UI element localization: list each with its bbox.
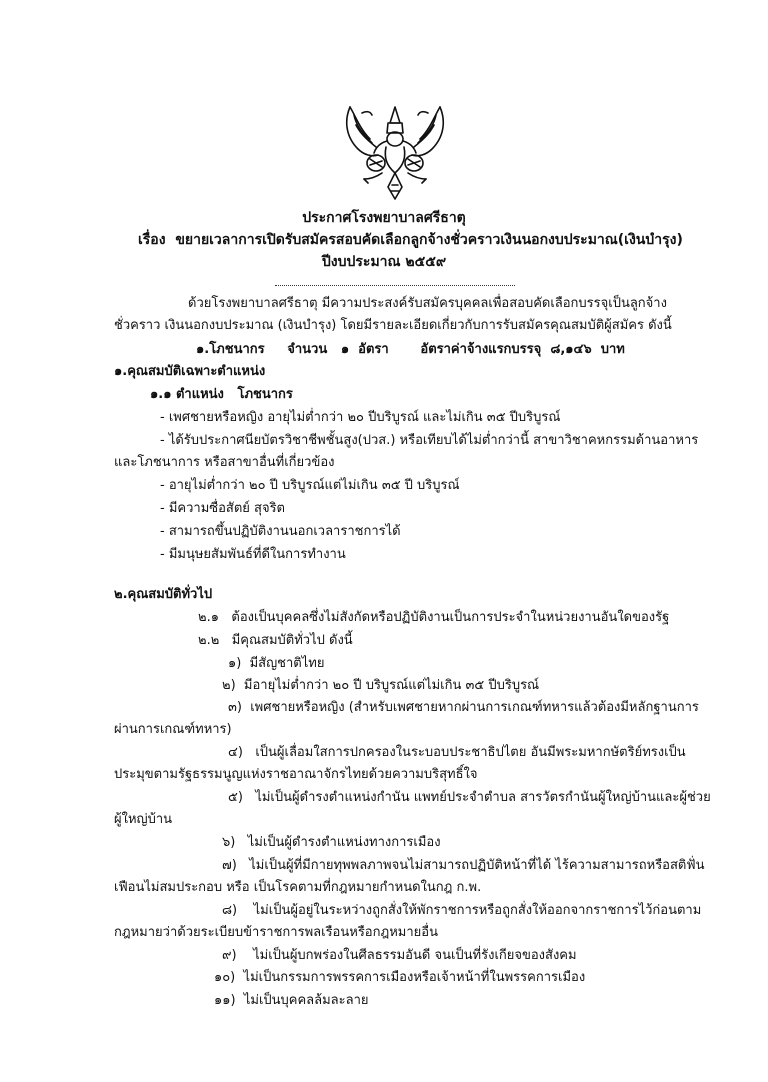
qualification-item (228, 743, 686, 763)
qualification-item (222, 946, 577, 966)
qualification-item (222, 901, 701, 921)
section-1-1-heading (150, 385, 293, 405)
announcement-title: ประกาศโรงพยาบาลศรีธาตุ (302, 210, 466, 226)
item-num: ๗) (222, 858, 237, 873)
position-name: ๑.โภชนากร (196, 342, 265, 357)
garuda-emblem-icon (342, 103, 448, 203)
item-text: ไม่เป็นกรรมการพรรคการเมืองหรือเจ้าหน้าที่ในพรรคการเมือง (243, 970, 586, 985)
intro-line-1: ด้วยโรงพยาบาลศรีธาตุ มีความประสงค์รับสมัครบุคคลเพื่อสอบคัดเลือกบรรจุเป็นลูกจ้าง (188, 296, 667, 311)
item-text: ไม่เป็นผู้ดำรงตำแหน่งทางการเมือง (247, 835, 441, 850)
item-num: ๒) (222, 678, 236, 693)
subject-text: ขยายเวลาการเปิดรับสมัครสอบคัดเลือกลูกจ้างชั่วคราวเงินนอกงบประมาณ(เงินบำรุง) (175, 232, 683, 248)
item-num: ๘) (222, 903, 238, 918)
qualification-item-cont: ประมุขตามรัฐธรรมนูญแห่งราชอาณาจักรไทยด้วยความบริสุทธิ์ใจ (114, 767, 478, 782)
section-1-item: - มีมนุษยสัมพันธ์ที่ดีในการทำงาน (160, 547, 346, 562)
section-2-heading: ๒.คุณสมบัติทั่วไป (114, 587, 213, 602)
position-summary (196, 340, 625, 360)
item-num: ๙) (222, 948, 237, 963)
item-text: มีอายุไม่ต่ำกว่า ๒๐ ปี บริบูรณ์แต่ไม่เกิน ๓๕ ปีบริบูรณ์ (243, 678, 540, 693)
qualification-item-cont: กฎหมายว่าด้วยระเบียบข้าราชการพลเรือนหรือกฎหมายอื่น (114, 925, 438, 940)
wage-label: อัตราค่าจ้างแรกบรรจุ (420, 342, 542, 357)
section-2-1 (198, 608, 669, 628)
qualification-item (222, 676, 539, 696)
qualification-item (228, 698, 699, 718)
section-2-1-num: ๒.๑ (198, 610, 219, 625)
divider-dotted-line (275, 285, 515, 286)
qualification-item (228, 654, 324, 674)
section-2-2 (198, 631, 353, 651)
section-1-item: - เพศชายหรือหญิง อายุไม่ต่ำกว่า ๒๐ ปีบริบูรณ์ และไม่เกิน ๓๕ ปีบริบูรณ์ (160, 410, 561, 425)
section-1-item: - ได้รับประกาศนียบัตรวิชาชีพชั้นสูง(ปวส.) หรือเทียบได้ไม่ต่ำกว่านี้ สาขาวิชาคหกรรมด้านอาหาร (160, 433, 699, 448)
qualification-item (222, 833, 441, 853)
section-2-2-num: ๒.๒ (198, 633, 220, 648)
intro-line-2: ชั่วคราว เงินนอกงบประมาณ (เงินบำรุง) โดยมีรายละเอียดเกี่ยวกับการรับสมัครคุณสมบัติผู้สมัคร ดังนี้ (114, 318, 672, 333)
subject-label: เรื่อง (138, 232, 166, 248)
section-1-item: - สามารถขึ้นปฏิบัติงานนอกเวลาราชการได้ (160, 524, 401, 539)
count-unit: อัตรา (358, 342, 389, 357)
section-1-1-title: โภชนากร (237, 387, 293, 402)
section-1-item: - อายุไม่ต่ำกว่า ๒๐ ปี บริบูรณ์แต่ไม่เกิน ๓๕ ปี บริบูรณ์ (160, 478, 460, 493)
item-text: ไม่เป็นผู้อยู่ในระหว่างถูกสั่งให้พักราชการหรือถูกสั่งให้ออกจากราชการไว้ก่อนตาม (253, 903, 702, 918)
item-text: ไม่เป็นบุคคลล้มละลาย (243, 993, 369, 1008)
qualification-item-cont: ผ่านการเกณฑ์ทหาร) (114, 722, 232, 737)
item-num: ๕) (228, 790, 243, 805)
section-2-2-text: มีคุณสมบัติทั่วไป ดังนี้ (231, 633, 353, 648)
item-num: ๓) (228, 700, 242, 715)
qualification-item (228, 788, 711, 808)
qualification-item (222, 856, 704, 876)
item-text: เป็นผู้เลื่อมใสการปกครองในระบอบประชาธิปไตย อันมีพระมหากษัตริย์ทรงเป็น (255, 745, 686, 760)
count-label: จำนวน (287, 342, 328, 357)
section-1-item: - มีความซื่อสัตย์ สุจริต (160, 501, 285, 516)
item-text: มีสัญชาติไทย (249, 656, 325, 671)
item-num: ๑๐) (214, 970, 236, 985)
qualification-item-cont: เฟือนไม่สมประกอบ หรือ เป็นโรคตามที่กฎหมายกำหนดในกฎ ก.พ. (114, 880, 482, 895)
section-2-1-text: ต้องเป็นบุคคลซึ่งไม่สังกัดหรือปฏิบัติงานเป็นการประจำในหน่วยงานอันใดของรัฐ (231, 610, 670, 625)
subject-line (138, 230, 683, 250)
qualification-item (214, 991, 369, 1011)
item-text: ไม่เป็นผู้ที่มีกายทุพพลภาพจนไม่สามารถปฏิบัติหน้าที่ได้ ไร้ความสามารถหรือสติฟั่น (249, 858, 705, 873)
section-1-item-cont: และโภชนาการ หรือสาขาอื่นที่เกี่ยวข้อง (114, 455, 335, 470)
item-num: ๔) (228, 745, 243, 760)
item-num: ๑) (228, 656, 242, 671)
currency: บาท (600, 342, 625, 357)
item-num: ๖) (222, 835, 236, 850)
item-text: ไม่เป็นผู้ดำรงตำแหน่งกำนัน แพทย์ประจำตำบล สารวัตรกำนันผู้ใหญ่บ้านและผู้ช่วย (255, 790, 711, 805)
wage-value: ๘,๑๔๖ (550, 342, 592, 357)
item-text: เพศชายหรือหญิง (สำหรับเพศชายหากผ่านการเกณฑ์ทหารแล้วต้องมีหลักฐานการ (250, 700, 699, 715)
section-1-1-num: ๑.๑ ตำแหน่ง (150, 387, 224, 402)
item-text: ไม่เป็นผู้บกพร่องในศีลธรรมอันดี จนเป็นที่รังเกียจของสังคม (253, 948, 577, 963)
qualification-item (214, 968, 585, 988)
section-1-heading: ๑.คุณสมบัติเฉพาะตำแหน่ง (114, 364, 266, 379)
item-num: ๑๑) (214, 993, 236, 1008)
count-value: ๑ (340, 342, 350, 357)
fiscal-year: ปีงบประมาณ ๒๕๕๙ (321, 254, 447, 270)
qualification-item-cont: ผู้ใหญ่บ้าน (114, 812, 173, 827)
